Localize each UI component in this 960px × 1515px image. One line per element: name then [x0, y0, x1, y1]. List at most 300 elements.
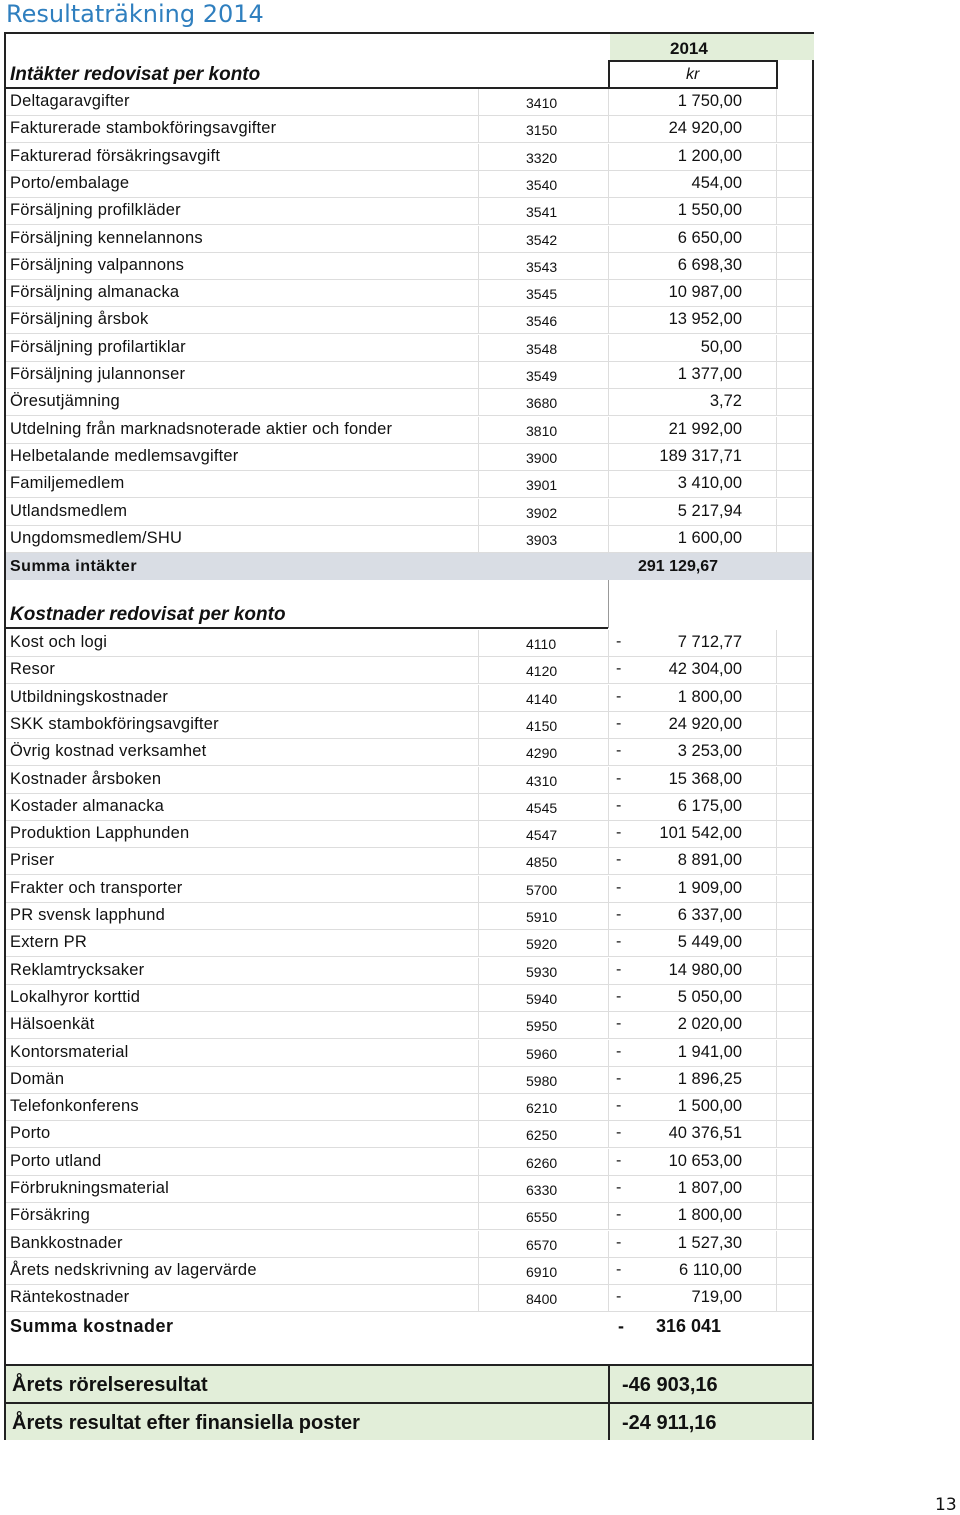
cell-divider — [478, 903, 479, 930]
cost-row — [6, 848, 812, 875]
income-row — [6, 335, 812, 362]
cell-divider — [608, 444, 609, 471]
cell-divider — [478, 985, 479, 1012]
divider — [608, 1364, 610, 1440]
cell-divider — [478, 958, 479, 985]
row-sign: - — [616, 933, 622, 951]
row-account: 4120 — [526, 663, 558, 680]
row-sign: - — [616, 742, 622, 760]
year-header: 2014 — [670, 39, 708, 58]
cell-divider — [478, 471, 479, 498]
cell-divider — [608, 848, 609, 875]
row-sign: - — [616, 1288, 622, 1306]
cell-divider — [776, 630, 777, 657]
cell-divider — [776, 417, 777, 444]
row-sign: - — [616, 769, 622, 787]
cell-divider — [608, 171, 609, 198]
row-label: Porto utland — [10, 1151, 102, 1170]
row-account: 3901 — [526, 477, 558, 494]
cell-divider — [776, 903, 777, 930]
cost-total-amount: 316 041 — [656, 1316, 722, 1336]
row-sign: - — [616, 687, 622, 705]
income-row — [6, 144, 812, 171]
cell-divider — [478, 1012, 479, 1039]
income-row — [6, 253, 812, 280]
cost-row — [6, 794, 812, 821]
cell-divider — [608, 1067, 609, 1094]
cell-divider — [478, 685, 479, 712]
row-label: Fakturerad försäkringsavgift — [10, 146, 221, 165]
cell-divider — [478, 362, 479, 389]
cell-divider — [776, 1040, 777, 1067]
cell-divider — [776, 144, 777, 171]
row-amount: 1 800,00 — [677, 1206, 742, 1225]
cell-divider — [608, 876, 609, 903]
row-label: Försäkring — [10, 1206, 90, 1225]
row-account: 6330 — [526, 1182, 558, 1198]
cell-divider — [608, 307, 609, 334]
cost-row — [6, 1176, 812, 1203]
row-account: 4110 — [526, 636, 557, 652]
income-row — [6, 307, 812, 334]
cell-divider — [478, 1285, 479, 1312]
row-account: 5700 — [526, 881, 558, 898]
cell-divider — [776, 767, 777, 794]
income-row — [6, 198, 812, 225]
page-title: Resultaträkning 2014 — [6, 0, 264, 28]
row-sign: - — [616, 987, 622, 1005]
row-account: 3548 — [526, 340, 558, 357]
cell-divider — [608, 226, 609, 253]
cost-row — [6, 767, 812, 794]
final-result-label: Årets resultat efter finansiella poster — [12, 1412, 360, 1434]
row-sign: - — [616, 633, 622, 650]
income-row — [6, 471, 812, 498]
cost-row — [6, 1040, 812, 1067]
row-account: 8400 — [526, 1291, 558, 1308]
row-amount: 5 217,94 — [677, 501, 742, 520]
income-row — [6, 89, 812, 116]
cell-divider — [608, 253, 609, 280]
row-amount: 3,72 — [709, 392, 742, 411]
row-amount: 7 712,77 — [677, 633, 742, 651]
row-account: 3549 — [526, 368, 558, 384]
cost-total-label: Summa kostnader — [10, 1316, 174, 1336]
row-sign: - — [616, 1233, 622, 1251]
operating-result-row — [6, 1366, 812, 1402]
row-account: 3540 — [526, 176, 558, 193]
cell-divider — [608, 144, 609, 171]
row-sign: - — [616, 1069, 622, 1087]
cell-divider — [478, 1067, 479, 1094]
row-account: 4547 — [526, 827, 558, 844]
cell-divider — [478, 389, 479, 416]
row-label: Helbetalande medlemsavgifter — [10, 446, 239, 465]
cost-row — [6, 1121, 812, 1148]
cell-divider — [776, 848, 777, 875]
row-sign: - — [616, 1015, 622, 1033]
divider — [776, 60, 778, 88]
cell-divider — [776, 1176, 777, 1203]
row-amount: 24 920,00 — [668, 119, 742, 138]
cell-divider — [478, 144, 479, 171]
row-amount: 5 449,00 — [677, 933, 742, 952]
income-total-label: Summa intäkter — [10, 558, 138, 575]
cost-row — [6, 739, 812, 766]
cell-divider — [608, 335, 609, 362]
row-account: 4290 — [526, 745, 558, 762]
row-label: Kostnader årsboken — [10, 769, 162, 788]
header-band — [610, 34, 814, 60]
row-amount: 14 980,00 — [668, 960, 742, 979]
row-label: Frakter och transporter — [10, 878, 183, 897]
cost-row — [6, 712, 812, 739]
row-label: PR svensk lapphund — [10, 906, 165, 924]
row-account: 3150 — [526, 122, 558, 139]
cost-row — [6, 1067, 812, 1094]
row-label: Priser — [10, 851, 55, 870]
cell-divider — [776, 1258, 777, 1285]
row-label: Försäljning profilkläder — [10, 201, 181, 220]
row-amount: 1 800,00 — [677, 687, 742, 706]
row-label: Öresutjämning — [10, 392, 120, 411]
row-amount: 1 941,00 — [677, 1042, 742, 1061]
row-amount: 6 650,00 — [677, 228, 742, 247]
row-label: Bankkostnader — [10, 1233, 123, 1252]
row-label: Övrig kostnad verksamhet — [10, 742, 207, 761]
row-amount: 1 500,00 — [677, 1097, 742, 1116]
cell-divider — [776, 657, 777, 684]
row-amount: 40 376,51 — [668, 1124, 742, 1143]
cell-divider — [776, 794, 777, 821]
cell-divider — [478, 1258, 479, 1285]
row-amount: 3 253,00 — [677, 742, 742, 761]
row-label: SKK stambokföringsavgifter — [10, 714, 219, 733]
cell-divider — [608, 280, 609, 307]
row-account: 6210 — [526, 1100, 558, 1117]
cell-divider — [776, 362, 777, 389]
operating-result-label: Årets rörelseresultat — [12, 1374, 208, 1396]
cost-row — [6, 876, 812, 903]
income-section-title: Intäkter redovisat per konto — [10, 64, 261, 85]
row-account: 3543 — [526, 258, 558, 275]
cell-divider — [776, 958, 777, 985]
cell-divider — [478, 1040, 479, 1067]
cell-divider — [608, 1094, 609, 1121]
row-label: Lokalhyror korttid — [10, 987, 141, 1006]
row-account: 3680 — [526, 395, 558, 412]
cost-row — [6, 1012, 812, 1039]
row-label: Deltagaravgifter — [10, 92, 130, 110]
cell-divider — [478, 253, 479, 280]
row-label: Familjemedlem — [10, 474, 125, 493]
cell-divider — [478, 226, 479, 253]
cell-divider — [478, 821, 479, 848]
row-sign: - — [616, 660, 622, 678]
row-account: 3541 — [526, 204, 558, 221]
row-sign: - — [616, 714, 622, 732]
row-account: 3542 — [526, 231, 558, 248]
row-sign: - — [616, 796, 622, 814]
cell-divider — [776, 171, 777, 198]
row-account: 5960 — [526, 1045, 558, 1062]
cell-divider — [478, 335, 479, 362]
cell-divider — [608, 417, 609, 444]
cell-divider — [608, 1231, 609, 1258]
cost-row — [6, 1149, 812, 1176]
income-row — [6, 499, 812, 526]
cell-divider — [608, 739, 609, 766]
cell-divider — [608, 116, 609, 143]
cell-divider — [776, 1121, 777, 1148]
cost-row — [6, 1231, 812, 1258]
cell-divider — [608, 1040, 609, 1067]
row-sign: - — [616, 878, 622, 896]
cell-divider — [608, 767, 609, 794]
cell-divider — [478, 280, 479, 307]
row-account: 5930 — [526, 963, 558, 980]
row-account: 6250 — [526, 1127, 558, 1144]
row-amount: 13 952,00 — [668, 310, 742, 329]
row-label: Produktion Lapphunden — [10, 824, 190, 843]
row-sign: - — [616, 851, 622, 869]
row-amount: 24 920,00 — [668, 714, 742, 733]
cell-divider — [608, 526, 609, 553]
cell-divider — [776, 198, 777, 225]
income-total-amount: 291 129,67 — [638, 558, 719, 575]
cost-row — [6, 821, 812, 848]
row-label: Hälsoenkät — [10, 1015, 95, 1034]
row-label: Extern PR — [10, 933, 87, 952]
income-row — [6, 389, 812, 416]
row-account: 4140 — [526, 690, 558, 707]
income-row — [6, 362, 812, 389]
cell-divider — [776, 307, 777, 334]
final-result-row — [6, 1404, 812, 1440]
cell-divider — [776, 444, 777, 471]
row-sign: - — [616, 1097, 622, 1115]
cell-divider — [776, 1231, 777, 1258]
row-account: 3320 — [526, 149, 558, 166]
cell-divider — [478, 712, 479, 739]
cell-divider — [776, 226, 777, 253]
row-amount: 6 698,30 — [677, 255, 742, 274]
cell-divider — [608, 958, 609, 985]
row-label: Utdelning från marknadsnoterade aktier och fonder — [10, 419, 393, 438]
cell-divider — [608, 712, 609, 739]
cell-divider — [776, 1149, 777, 1176]
cost-row — [6, 685, 812, 712]
cost-row — [6, 1285, 812, 1312]
cell-divider — [608, 685, 609, 712]
row-label: Försäljning almanacka — [10, 283, 180, 302]
row-amount: 6 337,00 — [677, 906, 742, 924]
income-row — [6, 526, 812, 553]
row-sign: - — [616, 1151, 622, 1169]
row-amount: 189 317,71 — [659, 446, 742, 465]
row-amount: 15 368,00 — [668, 769, 742, 788]
row-label: Kostader almanacka — [10, 796, 165, 815]
cell-divider — [478, 171, 479, 198]
income-row — [6, 171, 812, 198]
row-account: 3810 — [526, 422, 558, 439]
cell-divider — [478, 198, 479, 225]
row-sign: - — [616, 960, 622, 978]
row-label: Reklamtrycksaker — [10, 960, 145, 979]
row-account: 6910 — [526, 1263, 558, 1280]
row-account: 3900 — [526, 449, 558, 466]
row-sign: - — [616, 1042, 622, 1060]
row-account: 4150 — [526, 717, 558, 734]
cell-divider — [776, 1012, 777, 1039]
row-label: Räntekostnader — [10, 1288, 130, 1307]
cell-divider — [478, 930, 479, 957]
cell-divider — [776, 739, 777, 766]
row-account: 4850 — [526, 854, 558, 871]
row-account: 4310 — [526, 772, 558, 789]
cell-divider — [478, 876, 479, 903]
income-statement-table — [4, 32, 814, 1440]
cell-divider — [608, 821, 609, 848]
cell-divider — [776, 712, 777, 739]
cell-divider — [478, 767, 479, 794]
row-label: Försäljning profilartiklar — [10, 337, 186, 356]
cell-divider — [478, 499, 479, 526]
row-account: 5940 — [526, 990, 558, 1007]
row-label: Förbrukningsmaterial — [10, 1179, 169, 1197]
cell-divider — [776, 89, 777, 116]
cell-divider — [776, 685, 777, 712]
cell-divider — [478, 417, 479, 444]
row-label: Försäljning årsbok — [10, 310, 149, 329]
row-amount: 1 600,00 — [677, 528, 742, 547]
row-label: Försäljning julannonser — [10, 365, 186, 383]
row-account: 5980 — [526, 1072, 558, 1089]
row-sign: - — [616, 1206, 622, 1224]
cell-divider — [776, 985, 777, 1012]
row-label: Resor — [10, 660, 56, 679]
row-account: 3903 — [526, 531, 558, 548]
cell-divider — [608, 1258, 609, 1285]
row-amount: 454,00 — [691, 173, 742, 192]
row-label: Försäljning valpannons — [10, 255, 185, 274]
row-amount: 1 550,00 — [677, 201, 742, 220]
row-amount: 101 542,00 — [659, 824, 742, 843]
income-row — [6, 444, 812, 471]
row-amount: 1 377,00 — [677, 365, 742, 383]
row-amount: 6 110,00 — [678, 1260, 742, 1279]
income-row — [6, 417, 812, 444]
row-account: 5950 — [526, 1018, 558, 1035]
cell-divider — [478, 89, 479, 116]
cell-divider — [608, 985, 609, 1012]
row-account: 5910 — [526, 909, 558, 925]
cell-divider — [608, 1203, 609, 1230]
row-amount: 5 050,00 — [677, 987, 742, 1006]
cell-divider — [776, 116, 777, 143]
cell-divider — [608, 657, 609, 684]
cell-divider — [478, 848, 479, 875]
cell-divider — [478, 1149, 479, 1176]
row-account: 3545 — [526, 286, 558, 303]
cell-divider — [608, 89, 609, 116]
unit-header: kr — [686, 66, 700, 83]
cell-divider — [776, 1067, 777, 1094]
cost-section-title: Kostnader redovisat per konto — [10, 604, 286, 625]
row-account: 3902 — [526, 504, 558, 521]
cell-divider — [478, 630, 479, 657]
operating-result-amount: -46 903,16 — [622, 1374, 718, 1396]
income-row — [6, 280, 812, 307]
row-amount: 3 410,00 — [677, 474, 742, 493]
cell-divider — [776, 876, 777, 903]
row-amount: 6 175,00 — [677, 796, 742, 815]
row-account: 3410 — [526, 95, 558, 111]
cost-row — [6, 958, 812, 985]
divider — [608, 60, 610, 88]
row-sign: - — [616, 1124, 622, 1142]
row-amount: 10 653,00 — [668, 1151, 742, 1170]
cell-divider — [608, 499, 609, 526]
row-label: Försäljning kennelannons — [10, 228, 203, 247]
row-account: 5920 — [526, 936, 558, 953]
cost-row — [6, 903, 812, 930]
row-sign: - — [616, 1179, 622, 1196]
row-sign: - — [616, 824, 622, 842]
cost-total-sign: - — [618, 1316, 624, 1336]
cell-divider — [608, 903, 609, 930]
row-amount: 1 527,30 — [677, 1233, 742, 1252]
cost-row — [6, 1203, 812, 1230]
cell-divider — [478, 657, 479, 684]
row-amount: 1 750,00 — [677, 92, 742, 110]
row-amount: 1 200,00 — [677, 146, 742, 165]
row-account: 6550 — [526, 1209, 558, 1226]
cell-divider — [608, 1012, 609, 1039]
row-account: 4545 — [526, 799, 558, 816]
cell-divider — [608, 471, 609, 498]
row-label: Utlandsmedlem — [10, 501, 128, 520]
row-label: Domän — [10, 1069, 65, 1088]
cell-divider — [608, 1176, 609, 1203]
row-label: Kontorsmaterial — [10, 1042, 129, 1061]
row-label: Kost och logi — [10, 633, 108, 651]
cell-divider — [478, 1121, 479, 1148]
row-label: Telefonkonferens — [10, 1097, 139, 1116]
row-amount: 1 807,00 — [677, 1179, 742, 1197]
row-label: Ungdomsmedlem/SHU — [10, 528, 183, 547]
final-result-amount: -24 911,16 — [622, 1412, 717, 1434]
cell-divider — [608, 389, 609, 416]
cost-row — [6, 930, 812, 957]
row-amount: 42 304,00 — [668, 660, 742, 679]
row-label: Utbildningskostnader — [10, 687, 169, 706]
cell-divider — [776, 253, 777, 280]
cell-divider — [776, 280, 777, 307]
cell-divider — [608, 630, 609, 657]
cell-divider — [608, 1121, 609, 1148]
cell-divider — [478, 444, 479, 471]
income-row — [6, 116, 812, 143]
cell-divider — [478, 1094, 479, 1121]
row-amount: 1 896,25 — [677, 1069, 742, 1088]
row-sign: - — [616, 1260, 622, 1278]
cell-divider — [776, 1203, 777, 1230]
cell-divider — [776, 1285, 777, 1312]
cell-divider — [776, 821, 777, 848]
divider — [608, 60, 778, 62]
cell-divider — [478, 1231, 479, 1258]
